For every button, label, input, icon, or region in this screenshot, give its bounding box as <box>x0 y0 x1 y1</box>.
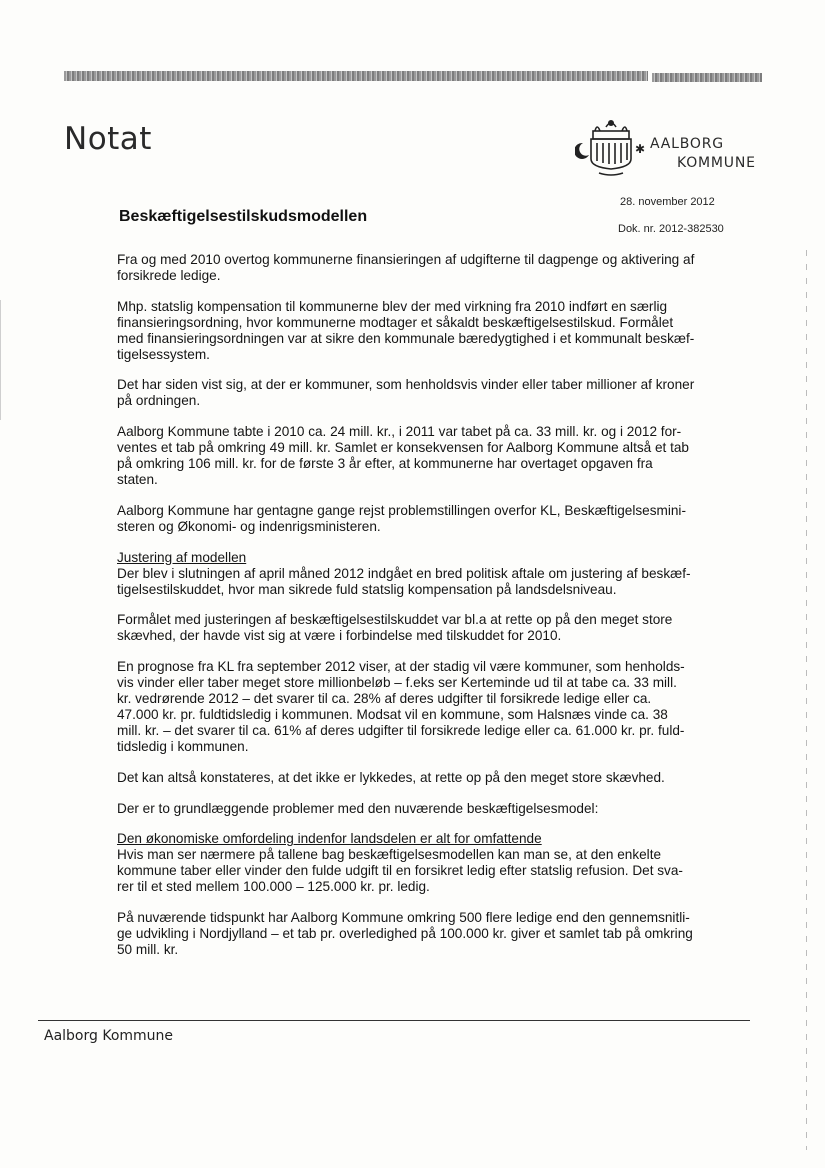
paragraph <box>117 831 733 895</box>
text-line: finansieringsordning, hvor kommunerne modtager et såkaldt beskæftigelsestilskud. Formålet <box>117 314 674 330</box>
paragraph <box>117 550 733 598</box>
text-line: Aalborg Kommune tabte i 2010 ca. 24 mill. kr., i 2011 var tabet på ca. 33 mill. kr. og i 2012 for- <box>117 424 682 440</box>
text-line: rer til et sted mellem 100.000 – 125.000 kr. pr. ledig. <box>117 879 430 895</box>
text-line: kommune taber eller vinder den fulde udgift til en forsikret ledig efter statslig refusion. Det sva- <box>117 863 683 879</box>
text-line: Der blev i slutningen af april måned 2012 indgået en bred politisk aftale om justering af beskæf- <box>117 565 691 581</box>
text-line: Mhp. statslig kompensation til kommunerne blev der med virkning fra 2010 indført en særlig <box>117 298 668 314</box>
text-line: Det har siden vist sig, at der er kommuner, som henholdsvis vinder eller taber millioner af kroner <box>117 377 695 393</box>
text-line: mill. kr. – det svarer til ca. 61% af deres udgifter til forsikrede ledige eller ca. 61.000 kr. pr. fuld- <box>117 722 685 738</box>
text-line: På nuværende tidspunkt har Aalborg Kommune omkring 500 flere ledige end den gennemsnitli- <box>117 910 690 926</box>
aalborg-crest-icon <box>575 117 647 181</box>
document-date: 28. november 2012 <box>620 196 715 208</box>
paragraph <box>117 299 733 363</box>
text-line: Formålet med justeringen af beskæftigelsestilskuddet var bl.a at rette op på den meget store <box>117 612 673 628</box>
text-line: forsikrede ledige. <box>117 267 221 283</box>
text-line: staten. <box>117 471 158 487</box>
document-type: Notat <box>64 121 152 157</box>
header-bar <box>64 71 648 81</box>
svg-text:✱: ✱ <box>635 142 646 156</box>
text-line: 50 mill. kr. <box>117 941 179 957</box>
footer-organisation: Aalborg Kommune <box>44 1028 174 1044</box>
paragraph <box>117 424 733 488</box>
section-heading: Den økonomiske omfordeling indenfor landsdelen er alt for omfattende <box>117 831 542 847</box>
document-title: Beskæftigelsestilskudsmodellen <box>119 208 368 225</box>
text-line: 47.000 kr. pr. fuldtidsledig i kommunen. Modsat vil en kommune, som Halsnæs vinde ca. 38 <box>117 706 668 722</box>
paragraph <box>117 503 733 535</box>
text-line: vis vinder eller taber meget store millionbeløb – f.eks ser Kerteminde ud til at tabe ca. 33 mill. <box>117 675 677 691</box>
text-line: ge udvikling i Nordjylland – et tab pr. overledighed på 100.000 kr. giver et samlet tab på omkring <box>117 926 693 941</box>
text-line: på omkring 106 mill. kr. for de første 3 år efter, at kommunerne har overtaget opgaven fra <box>117 456 653 472</box>
text-line: Hvis man ser nærmere på tallene bag beskæftigelsesmodellen kan man se, at den enkelte <box>117 847 662 863</box>
text-line: med finansieringsordningen var at sikre den kommunale bæredygtighed i et kommunalt beskæf- <box>117 330 695 346</box>
text-line: tidsledig i kommunen. <box>117 738 249 754</box>
text-line: tigelsessystem. <box>117 346 210 362</box>
logo-line-2: KOMMUNE <box>677 155 756 171</box>
logo-line-1: AALBORG <box>650 136 724 152</box>
document-number: Dok. nr. 2012-382530 <box>618 223 724 235</box>
paragraph <box>117 801 733 817</box>
paragraph <box>117 659 733 754</box>
scan-edge <box>0 300 1 420</box>
text-line: kr. vedrørende 2012 – det svarer til ca. 28% af deres udgifter til forsikrede ledige eller ca. <box>117 691 652 707</box>
paragraph <box>117 377 733 409</box>
logo-wordmark <box>650 135 756 173</box>
text-line: Fra og med 2010 overtog kommunerne finansieringen af udgifterne til dagpenge og aktivering af <box>117 252 695 267</box>
text-line: Aalborg Kommune har gentagne gange rejst problemstillingen overfor KL, Beskæftigelsesmini- <box>117 502 686 518</box>
document-body <box>117 252 733 973</box>
paragraph <box>117 612 733 644</box>
header-bar-end <box>652 73 762 82</box>
text-line: på ordningen. <box>117 393 201 409</box>
text-line: steren og Økonomi- og indenrigsministeren. <box>117 518 381 534</box>
paragraph <box>117 910 733 958</box>
paragraph <box>117 252 733 284</box>
section-heading: Justering af modellen <box>117 549 247 565</box>
scan-edge <box>806 250 807 1150</box>
paragraph <box>117 770 733 786</box>
text-line: ventes et tab på omkring 49 mill. kr. Samlet er konsekvensen for Aalborg Kommune altså et tab <box>117 440 689 456</box>
text-line: skævhed, der havde vist sig at være i forbindelse med tilskuddet for 2010. <box>117 628 562 644</box>
footer-divider <box>38 1020 750 1021</box>
text-line: Der er to grundlæggende problemer med den nuværende beskæftigelsesmodel: <box>117 800 599 816</box>
text-line: tigelsestilskuddet, hvor man sikrede fuld statslig kompensation på landsdelsniveau. <box>117 581 617 597</box>
text-line: Det kan altså konstateres, at det ikke er lykkedes, at rette op på den meget store skævhed. <box>117 769 665 785</box>
text-line: En prognose fra KL fra september 2012 viser, at der stadig vil være kommuner, som henholds- <box>117 659 685 675</box>
